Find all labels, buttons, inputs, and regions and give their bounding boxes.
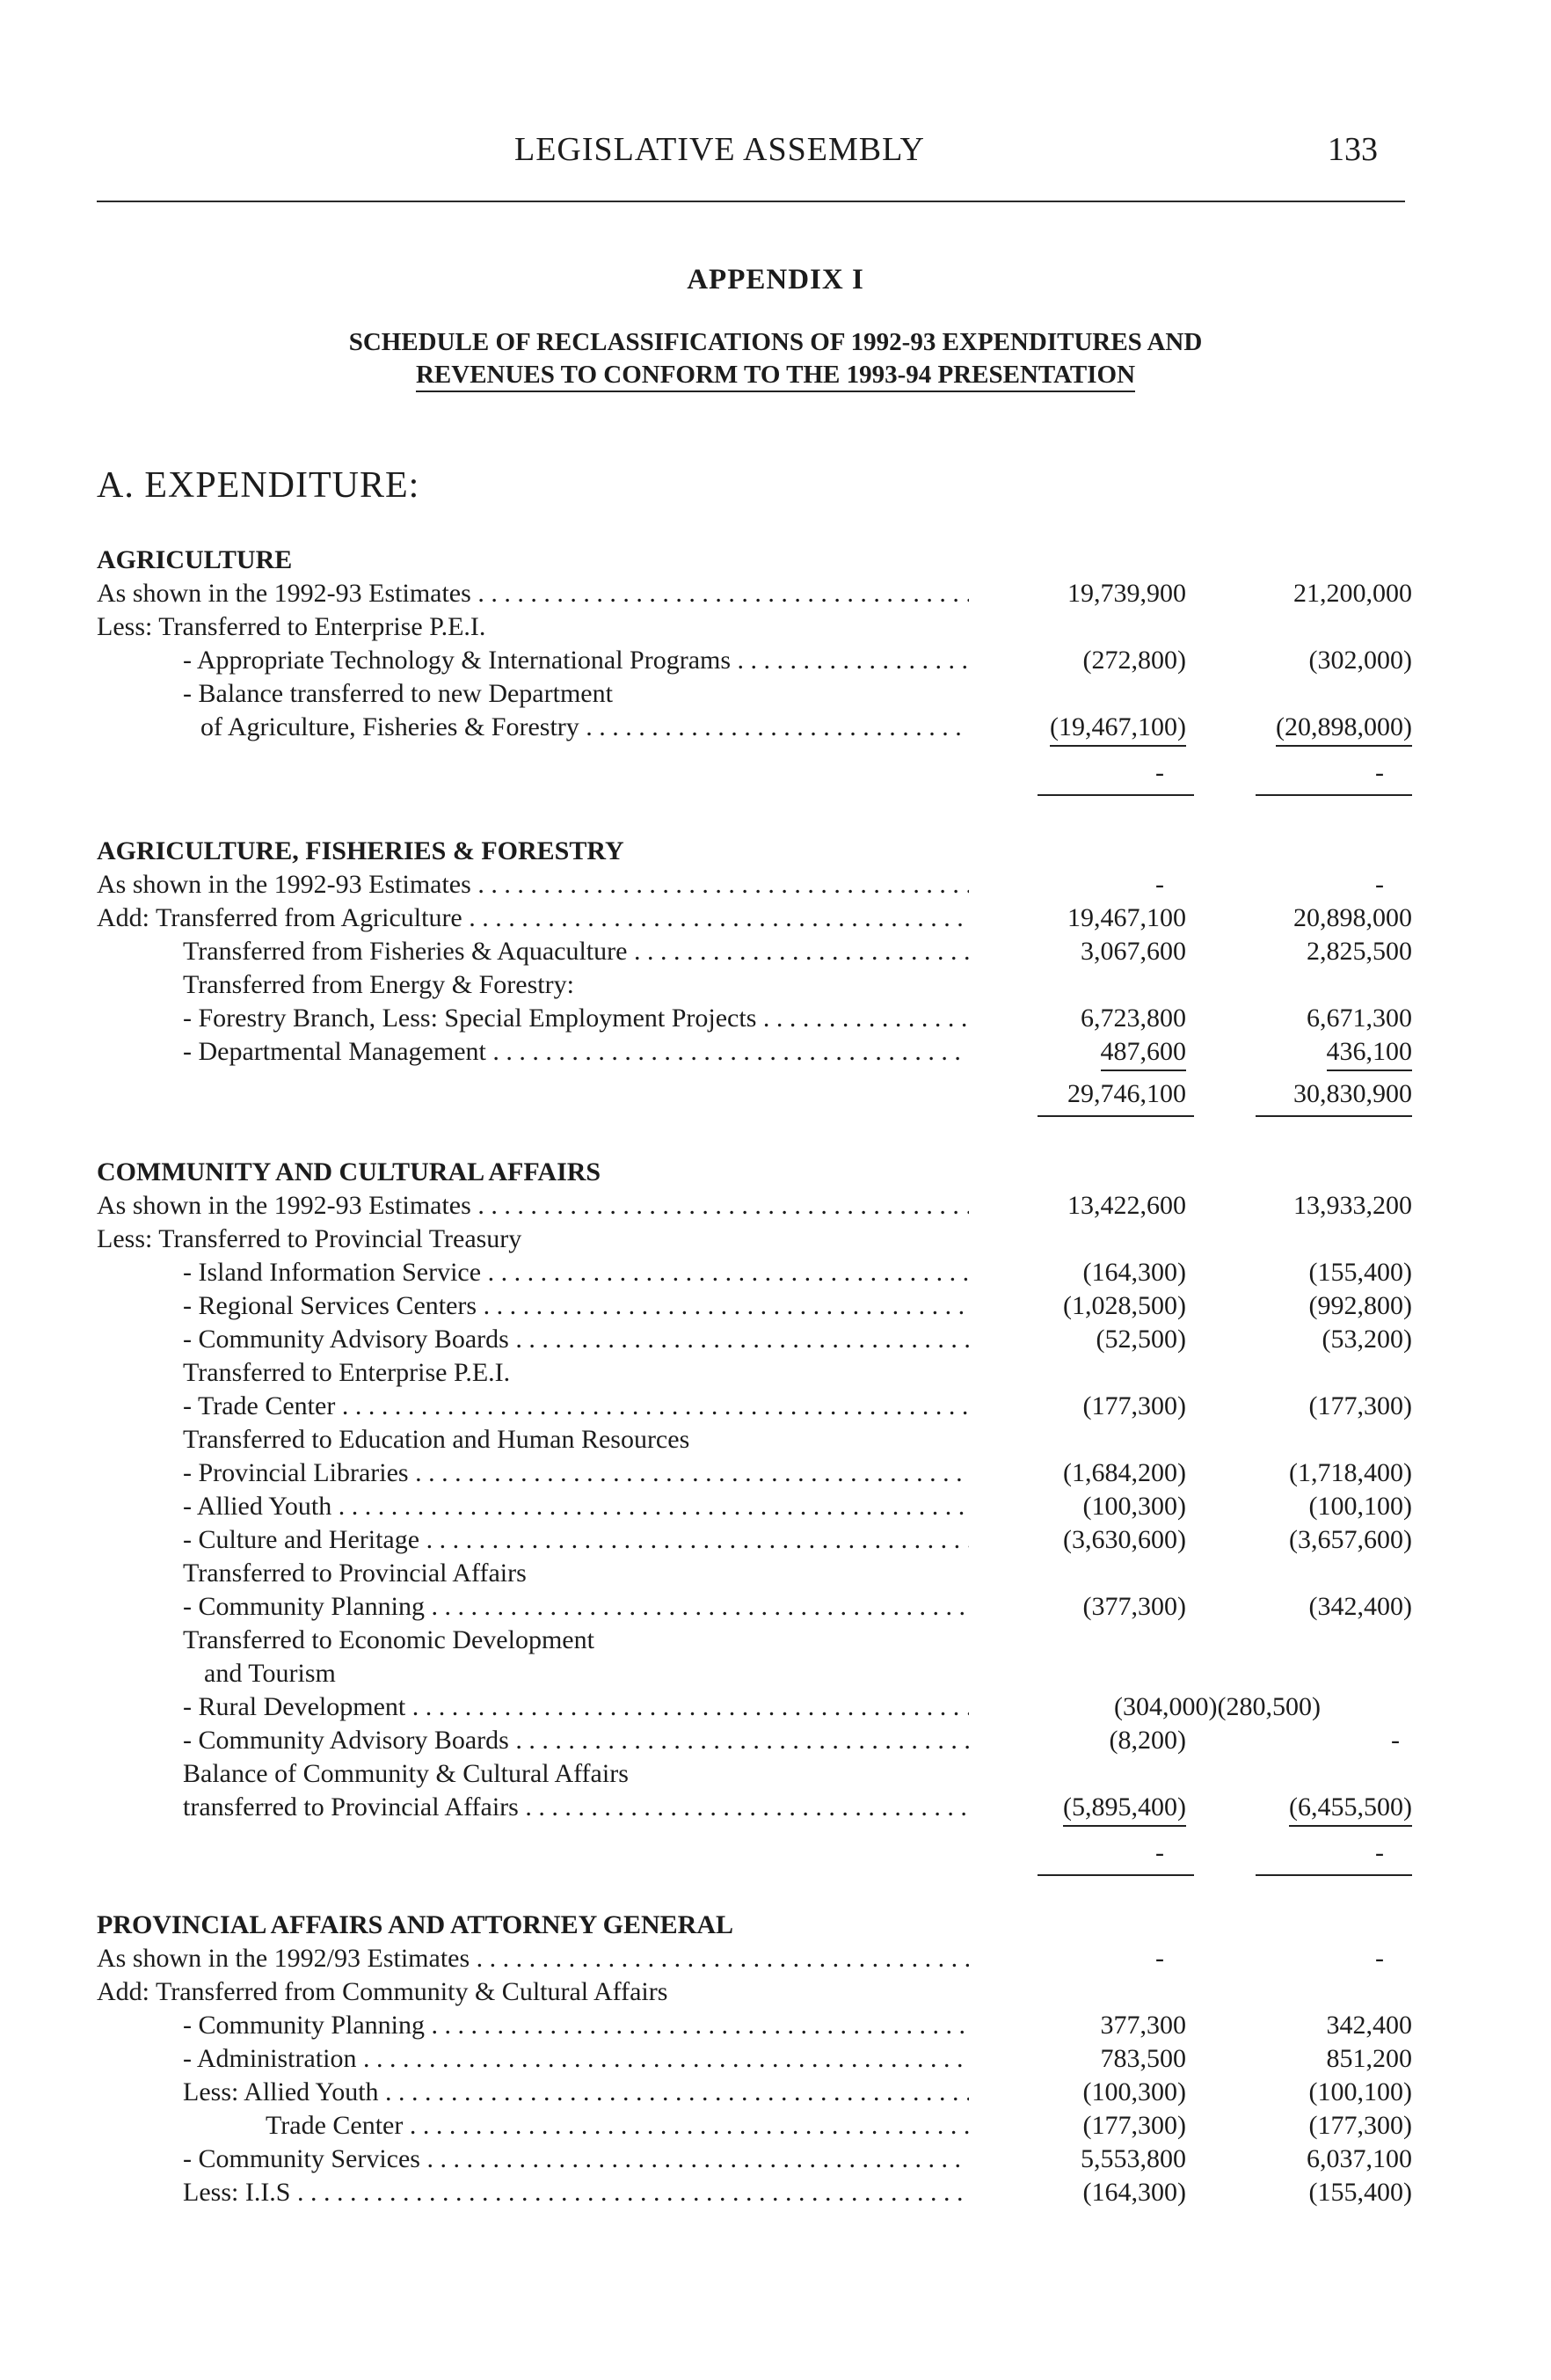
total-value: 30,830,900 xyxy=(1293,1079,1412,1108)
table-row: - Rural Development . . . (304,000)(280,500) xyxy=(0,1692,1551,1726)
part-heading: A. EXPENDITURE: xyxy=(97,465,420,506)
table-row: - Island Information Service . . . (164,300) (155,400) xyxy=(0,1258,1551,1291)
total-underline xyxy=(1256,794,1412,796)
table-row: - Regional Services Centers . . . (1,028,500) (992,800) xyxy=(0,1291,1551,1325)
appendix-title: APPENDIX I xyxy=(687,264,864,296)
table-row: of Agriculture, Fisheries & Forestry . . . (19,467,100) (20,898,000) xyxy=(0,712,1551,746)
table-row: - Forestry Branch, Less: Special Employment Projects . . . 6,723,800 6,671,300 xyxy=(0,1004,1551,1037)
table-row: As shown in the 1992-93 Estimates . . . - - xyxy=(0,870,1551,903)
table-row: Add: Transferred from Community & Cultural Affairs xyxy=(97,1977,668,2006)
table-row: - Community Advisory Boards . . . (8,200) - xyxy=(0,1726,1551,1759)
table-row: Trade Center . . . (177,300) (177,300) xyxy=(0,2111,1551,2144)
table-row: - Community Advisory Boards . . . (52,500) (53,200) xyxy=(0,1325,1551,1358)
table-row: As shown in the 1992/93 Estimates . . . - - xyxy=(0,1944,1551,1977)
table-row: - Balance transferred to new Department xyxy=(183,679,613,708)
running-header xyxy=(0,130,1551,174)
table-row: - Provincial Libraries . . . (1,684,200) (1,718,400) xyxy=(0,1458,1551,1492)
schedule-title-line-1: SCHEDULE OF RECLASSIFICATIONS OF 1992-93 EXPENDITURES AND xyxy=(348,328,1203,356)
table-row: - Departmental Management . . . 487,600 436,100 xyxy=(0,1037,1551,1070)
table-row: transferred to Provincial Affairs . . . (5,895,400) (6,455,500) xyxy=(0,1792,1551,1826)
header-rule xyxy=(97,201,1405,202)
section-title-agriculture-fisheries-forestry: AGRICULTURE, FISHERIES & FORESTRY xyxy=(97,836,624,865)
table-row: As shown in the 1992-93 Estimates . . . 19,739,900 21,200,000 xyxy=(0,579,1551,612)
table-row: and Tourism xyxy=(204,1659,336,1688)
table-row: - Administration . . . 783,500 851,200 xyxy=(0,2044,1551,2077)
schedule-title-line-2 xyxy=(0,361,1551,390)
total-underline xyxy=(1256,1874,1412,1876)
table-row: Transferred to Education and Human Resources xyxy=(183,1425,690,1454)
table-row: Transferred from Fisheries & Aquaculture . . . 3,067,600 2,825,500 xyxy=(0,937,1551,970)
header-title: LEGISLATIVE ASSEMBLY xyxy=(514,131,925,168)
table-row: - Community Planning . . . (377,300) (342,400) xyxy=(0,1592,1551,1625)
section-title-provincial-affairs-attorney-general: PROVINCIAL AFFAIRS AND ATTORNEY GENERAL xyxy=(97,1910,733,1939)
page-number: 133 xyxy=(1328,131,1378,168)
total-row: - - xyxy=(1155,758,1384,787)
table-row: Transferred from Energy & Forestry: xyxy=(183,970,574,999)
total-underline xyxy=(1038,1115,1194,1117)
table-row: Less: Allied Youth . . . (100,300) (100,100) xyxy=(0,2077,1551,2111)
table-row: Transferred to Provincial Affairs xyxy=(183,1559,527,1588)
total-row xyxy=(0,1079,1551,1113)
schedule-title-line-2-text: REVENUES TO CONFORM TO THE 1993-94 PRESENTATION xyxy=(416,361,1135,392)
total-underline xyxy=(1038,794,1194,796)
table-row: - Community Planning . . . 377,300 342,400 xyxy=(0,2011,1551,2044)
table-row: - Trade Center . . . (177,300) (177,300) xyxy=(0,1391,1551,1425)
table-row: - Community Services . . . 5,553,800 6,037,100 xyxy=(0,2144,1551,2178)
table-row: Less: I.I.S . . . (164,300) (155,400) xyxy=(0,2178,1551,2211)
table-row: Add: Transferred from Agriculture . . . 19,467,100 20,898,000 xyxy=(0,903,1551,937)
section-title-community-cultural-affairs: COMMUNITY AND CULTURAL AFFAIRS xyxy=(97,1157,601,1186)
table-row: Less: Transferred to Provincial Treasury xyxy=(97,1224,522,1253)
section-title-agriculture: AGRICULTURE xyxy=(97,545,293,574)
table-row: Less: Transferred to Enterprise P.E.I. xyxy=(97,612,486,641)
total-underline xyxy=(1256,1115,1412,1117)
table-row: Transferred to Enterprise P.E.I. xyxy=(183,1358,511,1387)
total-value: 29,746,100 xyxy=(1067,1079,1186,1108)
table-row: Balance of Community & Cultural Affairs xyxy=(183,1759,629,1788)
table-row: As shown in the 1992-93 Estimates . . . 13,422,600 13,933,200 xyxy=(0,1191,1551,1224)
total-row: - - xyxy=(1155,1838,1384,1867)
table-row: - Culture and Heritage . . . (3,630,600) (3,657,600) xyxy=(0,1525,1551,1559)
total-underline xyxy=(1038,1874,1194,1876)
table-row: - Appropriate Technology & International Programs . . . (272,800) (302,000) xyxy=(0,646,1551,679)
table-row: Transferred to Economic Development xyxy=(183,1625,594,1654)
table-row: - Allied Youth . . . (100,300) (100,100) xyxy=(0,1492,1551,1525)
